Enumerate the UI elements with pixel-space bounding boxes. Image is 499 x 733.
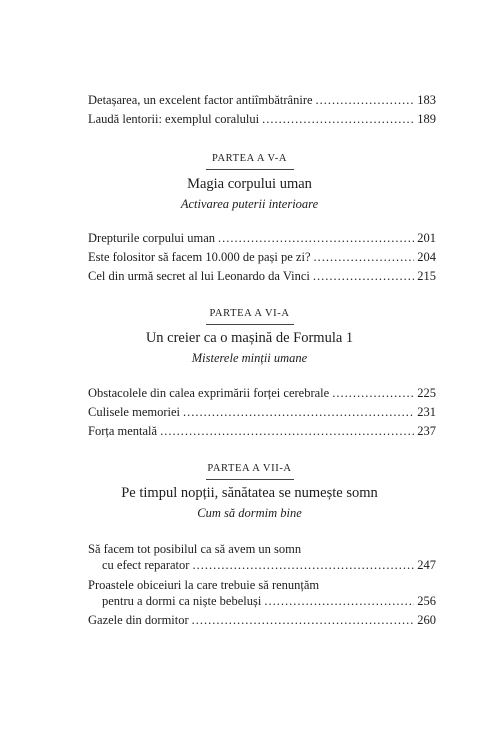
toc-entry [88,423,436,439]
part-divider [206,479,294,480]
part-label: PARTEA A V-A [211,153,288,164]
dot-leader [218,230,414,246]
toc-entry-title: Cel din urmă secret al lui Leonardo da Vinci [88,269,310,283]
part-label: PARTEA A VII-A [207,463,292,474]
toc-entry-title-line2: cu efect reparator [102,558,190,572]
toc-entry-page: 247 [417,558,436,572]
toc-entry [88,92,436,108]
toc-entry-title: Laudă lentorii: exemplul coralului [88,112,260,126]
toc-entry-title: Gazele din dormitor [88,613,189,627]
part-divider [206,169,294,170]
toc-entry-page: 201 [417,231,436,245]
part-subtitle: Cum să dormim bine [197,506,302,520]
toc-entry-page: 183 [417,93,436,107]
toc-entry-title: Forța mentală [88,424,158,438]
toc-entry [88,111,436,127]
toc-entry-title: Culisele memoriei [88,405,180,419]
toc-entry-title-line1: Proastele obiceiuri la care trebuie să renunțăm [88,578,320,592]
part-subtitle: Activarea puterii interioare [180,197,319,211]
toc-entry-title-line1: Să facem tot posibilul ca să avem un somn [88,542,302,556]
toc-entry-page: 215 [417,269,436,283]
dot-leader [192,557,414,573]
toc-entry-page: 237 [417,424,436,438]
toc-entry-title: Obstacolele din calea exprimării forței cerebrale [88,386,330,400]
toc-entry-page: 189 [417,112,436,126]
toc-entry [88,268,436,284]
toc-entry [88,385,436,401]
dot-leader [183,404,414,420]
toc-entry-page: 204 [417,250,436,264]
dot-leader [313,268,414,284]
toc-entry-page: 225 [417,386,436,400]
toc-entry [88,541,436,573]
toc-entry-title: Detașarea, un excelent factor antiîmbătrânire [88,93,313,107]
toc-entry-title: Este folositor să facem 10.000 de pași pe zi? [88,250,311,264]
part-title: Un creier ca o mașină de Formula 1 [145,330,354,346]
dot-leader [264,593,414,609]
dot-leader [332,385,414,401]
toc-entry-title: Drepturile corpului uman [88,231,216,245]
part-label: PARTEA A VI-A [209,308,290,319]
toc-entry [88,404,436,420]
toc-entry-title-line2: pentru a dormi ca niște bebeluși [102,594,262,608]
toc-entry-page: 260 [417,613,436,627]
dot-leader [314,249,415,265]
dot-leader [316,92,415,108]
toc-entry [88,249,436,265]
part-title: Pe timpul nopții, sănătatea se numește somn [121,485,378,501]
part-title: Magia corpului uman [187,176,312,192]
toc-entry [88,577,436,609]
dot-leader [160,423,414,439]
toc-entry-page: 256 [417,594,436,608]
part-divider [206,324,294,325]
toc-entry [88,612,436,628]
dot-leader [192,612,415,628]
toc-entry [88,230,436,246]
part-subtitle: Misterele minții umane [191,351,308,365]
toc-entry-page: 231 [417,405,436,419]
dot-leader [262,111,414,127]
